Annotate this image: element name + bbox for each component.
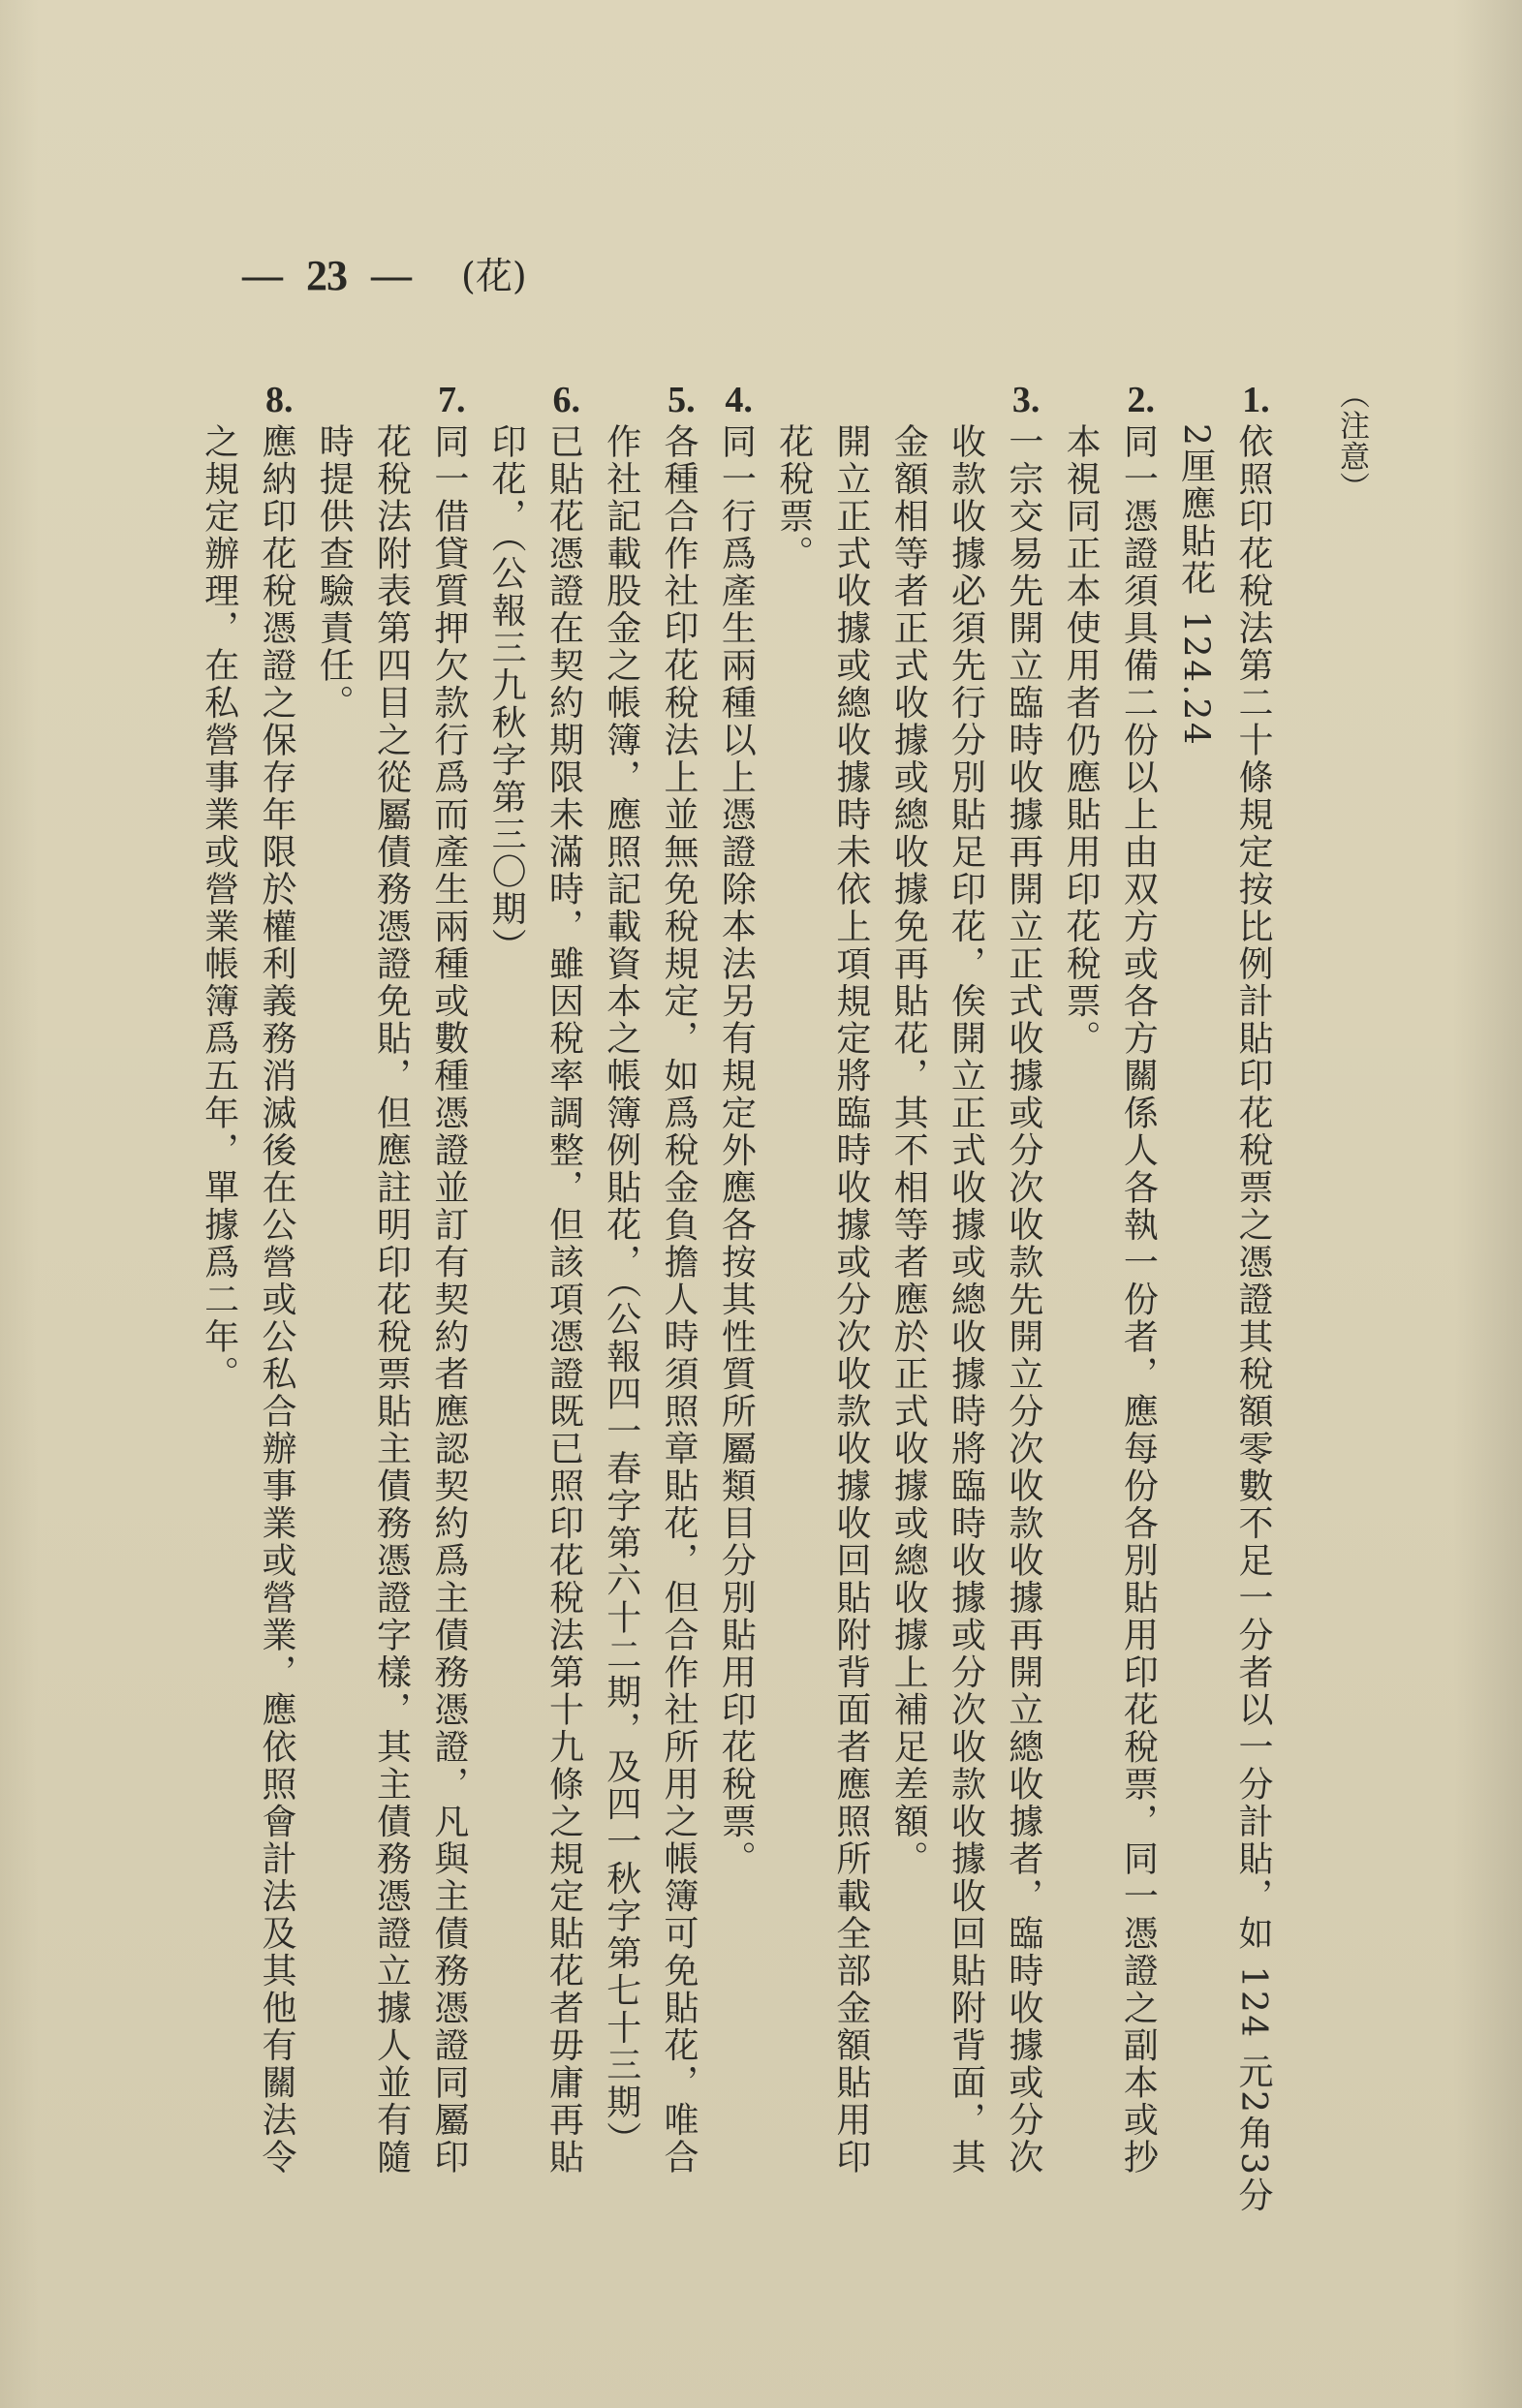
note-text: 花稅票。 <box>773 423 814 572</box>
note-column <box>592 423 649 2206</box>
note-column <box>764 423 822 2206</box>
note-column <box>478 423 535 2206</box>
note-column <box>362 423 419 2206</box>
note-text: 開立正式收據或總收據時未依上項規定將臨時收據或分次收款收據收回貼附背面者應照所載全部金額貼用印 <box>830 423 871 2176</box>
note-column <box>880 423 937 2206</box>
page-number-dash-left: — <box>242 254 283 298</box>
note-column <box>707 380 764 2206</box>
note-item-5 <box>592 380 707 2206</box>
note-column <box>937 423 994 2206</box>
note-column <box>535 380 592 2206</box>
note-text: 一宗交易先開立臨時收據再開立正式收據或分次收款先開立分次收款收據再開立總收據者，臨時收據或分次 <box>1003 423 1043 2176</box>
note-column <box>305 423 362 2206</box>
note-text: 之規定辦理，在私營事業或營業帳簿爲五年，單據爲二年。 <box>199 423 239 1393</box>
note-column <box>1166 423 1224 2206</box>
item-number: 8. <box>265 380 294 420</box>
note-item-1 <box>1166 380 1282 2214</box>
note-column <box>1052 423 1109 2206</box>
item-number: 1. <box>1242 380 1270 420</box>
note-text: 花稅法附表第四目之從屬債務憑證免貼，但應註明印花稅票貼主債務憑證字樣，其主債務憑證立據人並有隨 <box>371 423 412 2176</box>
section-label: (花) <box>461 255 527 297</box>
page-number: 23 <box>306 252 347 299</box>
note-item-8 <box>190 380 305 2206</box>
note-text: 本視同正本使用者仍應貼用印花稅票。 <box>1061 423 1102 1058</box>
note-text: 同一行爲產生兩種以上憑證除本法另有規定外應各按其性質所屬類目分別貼用印花稅票。 <box>716 423 757 1878</box>
item-number: 2. <box>1127 380 1155 420</box>
note-column <box>420 380 478 2206</box>
note-text: 金額相等者正式收據或總收據免再貼花，其不相等者應於正式收據或總收據上補足差額。 <box>888 423 929 1878</box>
note-item-7 <box>305 380 478 2206</box>
item-number: 5. <box>668 380 696 420</box>
note-text: 應納印花稅憑證之保存年限於權利義務消滅後在公營或公私合辦事業或營業，應依照會計法及其他有關法令 <box>256 423 296 2176</box>
page-number-dash-right: — <box>371 254 412 298</box>
notes-body <box>190 380 1282 2214</box>
note-text: 收款收據必須先行分別貼足印花，俟開立正式收據或總收據時將臨時收據或分次收款收據收回貼附背面，其 <box>946 423 986 2176</box>
note-text: 已貼花憑證在契約期限未滿時，雖因稅率調整，但該項憑證既已照印花稅法第十九條之規定貼花者毋庸再貼 <box>544 423 584 2176</box>
note-text: 各種合作社印花稅法上並無免稅規定，如爲稅金負擔人時須照章貼花，但合作社所用之帳簿可免貼花，唯合 <box>659 423 699 2176</box>
note-text: 作社記載股金之帳簿，應照記載資本之帳簿例貼花，（公報四一春字第六十二期，及四一秋字第七十三期） <box>601 423 641 2159</box>
note-item-4 <box>707 380 764 2206</box>
note-column <box>190 423 247 2206</box>
note-item-2 <box>1052 380 1167 2206</box>
note-text: 2厘應貼花 124.24 <box>1175 423 1216 748</box>
note-column <box>650 380 707 2206</box>
note-text: 依照印花稅法第二十條規定按比例計貼印花稅票之憑證其稅額零數不足一分者以一分計貼，如 124 元2角3分 <box>1233 423 1273 2214</box>
notes-heading: （注意） <box>1334 379 1369 503</box>
note-item-3 <box>764 380 1051 2206</box>
note-text: 印花，（公報三九秋字第三〇期） <box>486 423 527 966</box>
note-column <box>823 423 880 2206</box>
item-number: 6. <box>552 380 581 420</box>
item-number: 7. <box>437 380 466 420</box>
item-number: 3. <box>1011 380 1041 420</box>
note-column <box>1225 380 1282 2214</box>
note-column <box>248 380 305 2206</box>
note-text: 同一借貸質押欠款行爲而產生兩種或數種憑證並訂有契約者應認契約爲主債務憑證，凡與主債務憑證同屬印 <box>428 423 469 2176</box>
note-text: 同一憑證須具備二份以上由双方或各方關係人各執一份者，應每份各別貼用印花稅票，同一憑證之副本或抄 <box>1118 423 1159 2176</box>
note-column <box>1109 380 1166 2206</box>
note-text: 時提供查驗責任。 <box>314 423 355 722</box>
note-item-6 <box>478 380 593 2206</box>
note-column <box>995 380 1052 2206</box>
item-number: 4. <box>725 380 753 420</box>
